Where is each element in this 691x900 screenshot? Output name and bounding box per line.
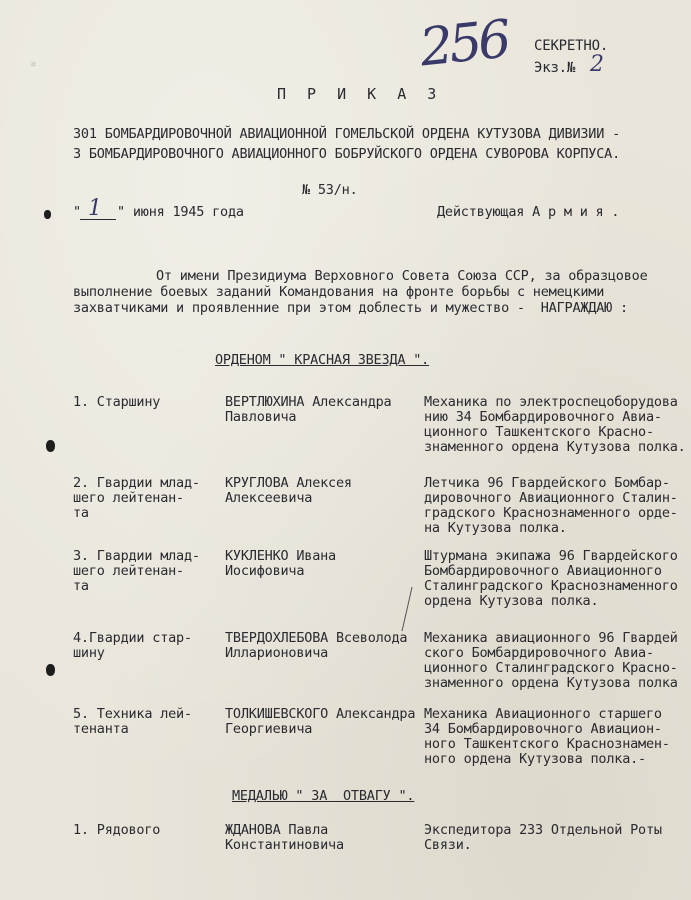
preamble-line-2: выполнение боевых заданий Командования на фронте борьбы с немецкими — [73, 284, 605, 300]
award-rank: 1. Рядового — [73, 822, 161, 838]
award-rank: шего лейтенан- — [73, 563, 184, 579]
org-line-2: 3 БОМБАРДИРОВОЧНОГО АВИАЦИОННОГО БОБРУЙСКОГО ОРДЕНА СУВОРОВА КОРПУСА. — [73, 146, 621, 162]
order-number: № 53/н. — [302, 182, 358, 198]
date-prefix: " — [73, 204, 81, 220]
award-position: ского Бомбардировочного Авиа- — [424, 645, 654, 661]
award-rank: тенанта — [73, 721, 129, 737]
binder-hole — [46, 440, 55, 452]
award-recipient-name: Георгиевича — [225, 721, 313, 737]
award-recipient-name: ВЕРТЛЮХИНА Александра — [225, 394, 392, 410]
award-position: ционного Сталинградского Красно- — [424, 660, 678, 676]
award-position: ного ордена Кутузова полка.- — [424, 751, 646, 767]
binder-hole — [46, 664, 55, 676]
org-line-1: 301 БОМБАРДИРОВОЧНОЙ АВИАЦИОННОЙ ГОМЕЛЬСКОЙ ОРДЕНА КУТУЗОВА ДИВИЗИИ - — [73, 126, 621, 142]
award-position: ционного Ташкентского Красно- — [424, 424, 654, 440]
award-rank: шину — [73, 645, 105, 661]
place-text: Действующая А р м и я . — [437, 204, 620, 220]
award-recipient-name: Константиновича — [225, 837, 344, 853]
award-position: градского Краснознаменного орде- — [424, 505, 678, 521]
award-position: Штурмана экипажа 96 Гвардейского — [424, 548, 678, 564]
award-recipient-name: Алексеевича — [225, 490, 313, 506]
pencil-mark — [398, 585, 418, 635]
award-position: 34 Бомбардировочного Авиацион- — [424, 721, 662, 737]
award-position: ордена Кутузова полка. — [424, 593, 599, 609]
section-heading-for-courage: МЕДАЛЬЮ " ЗА ОТВАГУ ". — [232, 788, 415, 804]
award-rank: 1. Старшину — [73, 394, 161, 410]
secret-label: СЕКРЕТНО. — [534, 38, 609, 54]
award-position: знаменного ордена Кутузова полка — [424, 675, 678, 691]
award-position: Бомбардировочного Авиационного — [424, 563, 662, 579]
award-position: Летчика 96 Гвардейского Бомбар- — [424, 475, 670, 491]
award-position: Сталинградского Краснознаменного — [424, 578, 678, 594]
handwritten-document-number: 256 — [417, 9, 511, 79]
award-recipient-name: Павловича — [225, 409, 297, 425]
preamble-line-1: От имени Президиума Верховного Совета Союза ССР, за образцовое — [156, 268, 648, 284]
award-position: Механика Авиационного старшего — [424, 706, 662, 722]
award-recipient-name: ЖДАНОВА Павла — [225, 822, 329, 838]
award-rank: та — [73, 505, 89, 521]
award-rank: 3. Гвардии млад- — [73, 548, 200, 564]
award-position: знаменного ордена Кутузова полка. — [424, 439, 686, 455]
award-position: Механика авиационного 96 Гвардей — [424, 630, 678, 646]
award-rank: та — [73, 578, 89, 594]
copy-label: Экз.№ — [534, 60, 576, 76]
page-title: П Р И К А З — [277, 85, 443, 103]
award-position: ного Ташкентского Краснознамен- — [424, 736, 670, 752]
award-recipient-name: ТВЕРДОХЛЕБОВА Всеволода — [225, 630, 408, 646]
date-day-underline — [80, 219, 116, 220]
binder-hole — [44, 210, 51, 219]
award-recipient-name: Иосифовича — [225, 563, 305, 579]
award-position: нию 34 Бомбардировочного Авиа- — [424, 409, 662, 425]
award-position: дировочного Авиационного Сталин- — [424, 490, 678, 506]
award-rank: шего лейтенан- — [73, 490, 184, 506]
date-text: " июня 1945 года — [117, 204, 244, 220]
award-rank: 2. Гвардии млад- — [73, 475, 200, 491]
copy-number-handwritten: 2 — [590, 52, 604, 77]
award-rank: 4.Гвардии стар- — [73, 630, 192, 646]
award-recipient-name: КРУГЛОВА Алексея — [225, 475, 352, 491]
watermark-stamp: ❖ — [28, 58, 40, 71]
date-day-handwritten: 1 — [88, 196, 102, 221]
award-position: Связи. — [424, 837, 472, 853]
award-recipient-name: Илларионовича — [225, 645, 329, 661]
award-rank: 5. Техника лей- — [73, 706, 192, 722]
award-recipient-name: КУКЛЕНКО Ивана — [225, 548, 336, 564]
award-position: Механика по электроспецоборудова — [424, 394, 678, 410]
award-position: на Кутузова полка. — [424, 520, 567, 536]
award-recipient-name: ТОЛКИШЕВСКОГО Александра — [225, 706, 416, 722]
preamble-line-3: захватчиками и проявленние при этом доблесть и мужество - НАГРАЖДАЮ : — [73, 300, 628, 316]
award-position: Экспедитора 233 Отдельной Роты — [424, 822, 662, 838]
section-heading-red-star: ОРДЕНОМ " КРАСНАЯ ЗВЕЗДА ". — [215, 352, 430, 368]
